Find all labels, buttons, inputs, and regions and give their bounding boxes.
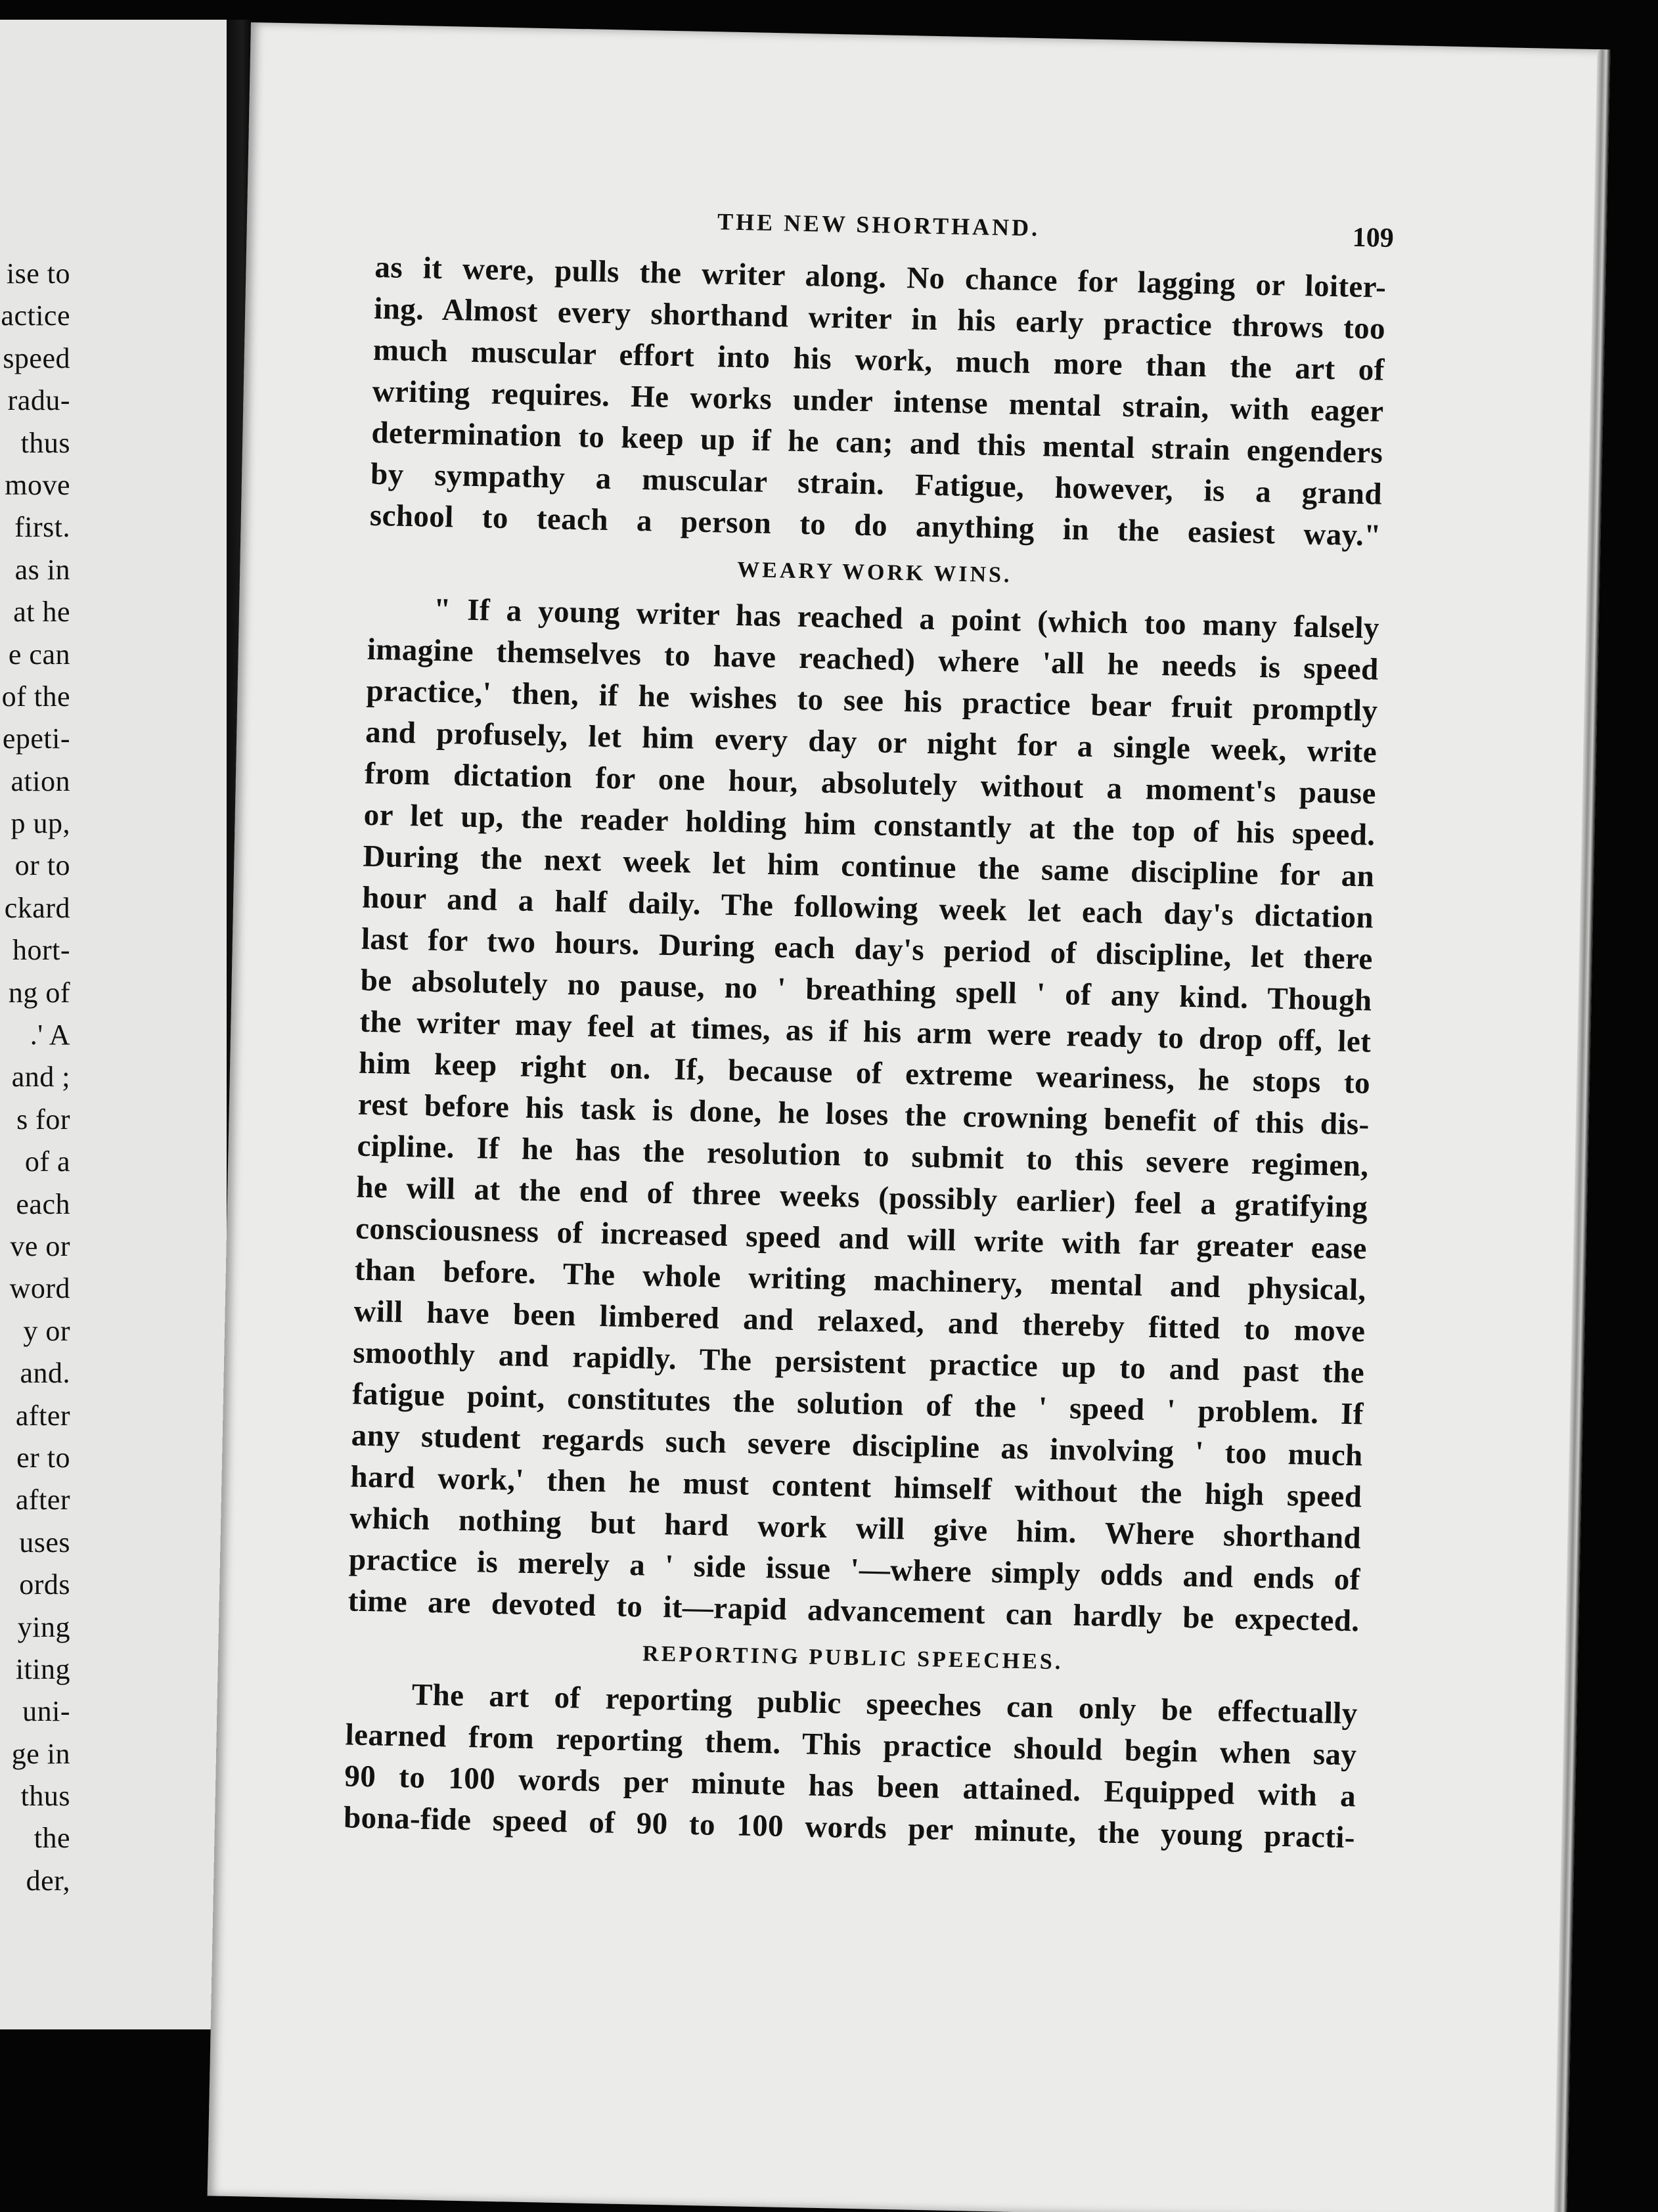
text-line: practice,' then, if he wishes to see his practice bear fruit promptly [366, 673, 1378, 728]
previous-page-text-area [0, 20, 227, 2029]
text-line: hard work,' then he must content himself without the high speed [350, 1459, 1362, 1515]
previous-page-line: or to [14, 849, 70, 882]
previous-page-line: der, [26, 1864, 70, 1897]
previous-page-line: the [34, 1822, 70, 1855]
text-line: which nothing but hard work will give him. Where shorthand [349, 1501, 1362, 1556]
previous-page-line: word [9, 1272, 70, 1305]
text-line: hour and a half daily. The following week let each day's dictation [361, 880, 1374, 935]
previous-page-line: as in [14, 553, 70, 586]
text-line: and profusely, let him every day or night for a single week, write [365, 715, 1378, 770]
previous-page-line: ve or [10, 1229, 70, 1262]
text-line: the writer may feel at times, as if his arm were ready to drop off, let [359, 1004, 1372, 1059]
previous-page-line: uni- [22, 1695, 70, 1728]
previous-page-line: thus [20, 426, 70, 459]
previous-page-line: thus [20, 1780, 70, 1813]
intro-paragraph [369, 247, 1387, 557]
previous-page-line: er to [16, 1441, 70, 1474]
text-line: writing requires. He works under intense mental strain, with eager [372, 374, 1384, 429]
previous-page-line: ckard [4, 891, 70, 924]
previous-page-line: p up, [11, 807, 70, 840]
previous-page [0, 20, 229, 2029]
text-line: him keep right on. If, because of extreme weariness, he stops to [358, 1046, 1371, 1101]
text-line: practice is merely a ' side issue '—where simply odds and ends of [348, 1542, 1361, 1597]
previous-page-line: move [5, 468, 70, 501]
previous-page-line-fragments [0, 253, 70, 1902]
text-line: or let up, the reader holding him constantly at the top of his speed. [363, 797, 1376, 852]
text-line: he will at the end of three weeks (possibly earlier) feel a gratifying [355, 1170, 1368, 1225]
text-line: by sympathy a muscular strain. Fatigue, however, is a grand [370, 456, 1383, 512]
text-line: 90 to 100 words per minute has been attained. Equipped with a [344, 1759, 1356, 1814]
previous-page-line: each [16, 1187, 70, 1220]
text-line: last for two hours. During each day's period of discipline, let there [361, 921, 1374, 977]
text-line: smoothly and rapidly. The persistent practice up to and past the [352, 1335, 1365, 1390]
reporting-public-speeches-paragraph [344, 1673, 1358, 1859]
text-line: learned from reporting them. This practice should begin when say [345, 1717, 1357, 1773]
page-number: 109 [1352, 222, 1395, 254]
text-line: much muscular effort into his work, much more than the art of [372, 332, 1385, 387]
previous-page-line: first. [14, 511, 70, 544]
section-heading-reporting-public-speeches: REPORTING PUBLIC SPEECHES. [642, 1641, 1064, 1675]
text-line: than before. The whole writing machinery, mental and physical, [354, 1252, 1367, 1308]
page-content [343, 201, 1395, 1859]
previous-page-line: ords [19, 1568, 70, 1601]
previous-page-line: actice [1, 299, 70, 332]
previous-page-line: ation [11, 764, 70, 797]
section-heading-weary-work-wins: WEARY WORK WINS. [736, 558, 1012, 588]
previous-page-line: ge in [11, 1737, 70, 1770]
previous-page-line: s for [16, 1103, 70, 1136]
previous-page-line: .' A [30, 1019, 70, 1051]
weary-work-wins-paragraph [347, 588, 1379, 1643]
text-line: " If a young writer has reached a point (which too many falsely [433, 592, 1380, 646]
previous-page-line: hort- [12, 934, 70, 967]
text-line: be absolutely no pause, no ' breathing spell ' of any kind. Though [360, 963, 1372, 1018]
previous-page-line: speed [3, 342, 70, 374]
text-line: During the next week let him continue the same discipline for an [363, 839, 1375, 894]
text-line: any student regards such severe discipline as involving ' too much [351, 1418, 1364, 1473]
book-page [208, 22, 1611, 2212]
text-line: fatigue point, constitutes the solution of the ' speed ' problem. If [351, 1377, 1364, 1432]
previous-page-line: after [15, 1399, 70, 1432]
previous-page-line: and. [20, 1357, 70, 1390]
previous-page-line: at he [13, 596, 70, 629]
previous-page-line: e can [8, 638, 70, 671]
text-line: determination to keep up if he can; and this mental strain engenders [370, 415, 1383, 470]
text-line: ing. Almost every shorthand writer in his early practice throws too [373, 291, 1386, 346]
previous-page-line: ise to [6, 257, 70, 290]
previous-page-line: ying [17, 1610, 70, 1643]
running-title: THE NEW SHORTHAND. [717, 208, 1041, 242]
text-line: consciousness of increased speed and will write with far greater ease [355, 1211, 1368, 1266]
text-line: The art of reporting public speeches can only be effectually [411, 1677, 1358, 1731]
previous-page-line: after [15, 1484, 70, 1516]
text-line: time are devoted to it—rapid advancement can hardly be expected. [347, 1583, 1360, 1639]
previous-page-line: uses [19, 1526, 70, 1559]
text-line: bona-fide speed of 90 to 100 words per minute, the young practi- [343, 1800, 1356, 1855]
previous-page-line: ng of [8, 976, 70, 1009]
text-line: from dictation for one hour, absolutely without a moment's pause [364, 756, 1377, 811]
text-line: rest before his task is done, he loses the crowning benefit of this dis- [357, 1087, 1370, 1142]
previous-page-line: epeti- [2, 722, 70, 755]
previous-page-line: iting [15, 1652, 70, 1685]
page-edge [1554, 49, 1610, 2212]
previous-page-line: and ; [11, 1061, 70, 1094]
previous-page-line: of the [1, 680, 70, 713]
text-line: school to teach a person to do anything in the easiest way." [369, 498, 1382, 553]
text-line: cipline. If he has the resolution to submit to this severe regimen, [357, 1128, 1369, 1183]
previous-page-line: of a [24, 1145, 70, 1178]
previous-page-line: radu- [7, 384, 70, 417]
text-line: imagine themselves to have reached) where 'all he needs is speed [367, 632, 1379, 687]
text-line: as it were, pulls the writer along. No chance for lagging or loiter- [374, 250, 1387, 305]
text-line: will have been limbered and relaxed, and thereby fitted to move [353, 1294, 1366, 1349]
previous-page-line: y or [23, 1314, 70, 1347]
